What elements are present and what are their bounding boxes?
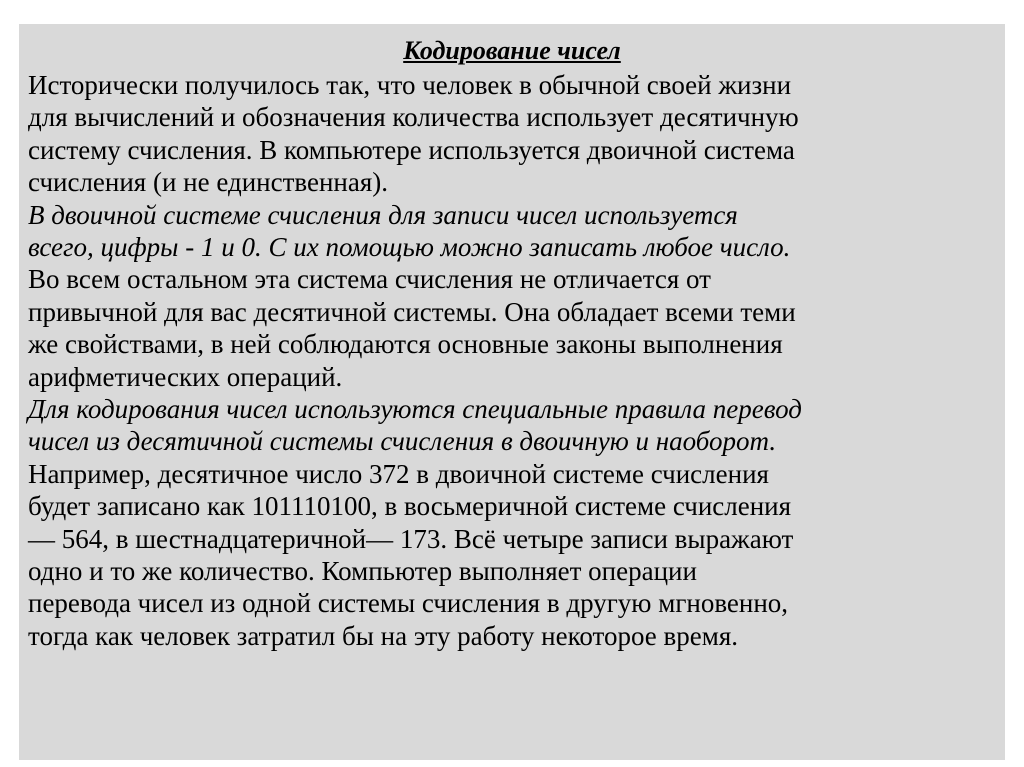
- text-line: арифметических операций.: [28, 362, 343, 392]
- text-line: будет записано как 101110100, в восьмеричной системе счисления: [28, 491, 792, 521]
- text-line: перевода чисел из одной системы счисления в другую мгновенно,: [28, 588, 789, 618]
- text-line: всего, цифры - 1 и 0. С их помощью можно записать любое число.: [28, 232, 791, 262]
- text-line: Исторически получилось так, что человек в обычной своей жизни: [28, 70, 792, 100]
- text-line: В двоичной системе счисления для записи чисел используется: [28, 200, 738, 230]
- text-line: для вычислений и обозначения количества использует десятичную: [28, 102, 799, 132]
- slide-title: Кодирование чисел: [403, 36, 621, 65]
- text-line: тогда как человек затратил бы на эту работу некоторое время.: [28, 621, 738, 651]
- text-line: чисел из десятичной системы счисления в двоичную и наоборот.: [28, 426, 777, 456]
- text-line: систему счисления. В компьютере используется двоичной система: [28, 135, 795, 165]
- text-line: счисления (и не единственная).: [28, 167, 389, 197]
- text-line: же свойствами, в ней соблюдаются основные законы выполнения: [28, 329, 783, 359]
- text-line: одно и то же количество. Компьютер выполняет операции: [28, 556, 697, 586]
- text-line: привычной для вас десятичной системы. Она обладает всеми теми: [28, 297, 796, 327]
- text-line: Например, десятичное число 372 в двоичной системе счисления: [28, 459, 769, 489]
- text-line: — 564, в шестнадцатеричной— 173. Всё четыре записи выражают: [28, 524, 794, 554]
- text-line: Во всем остальном эта система счисления не отличается от: [28, 264, 711, 294]
- text-line: Для кодирования чисел используются специальные правила перевод: [28, 394, 802, 424]
